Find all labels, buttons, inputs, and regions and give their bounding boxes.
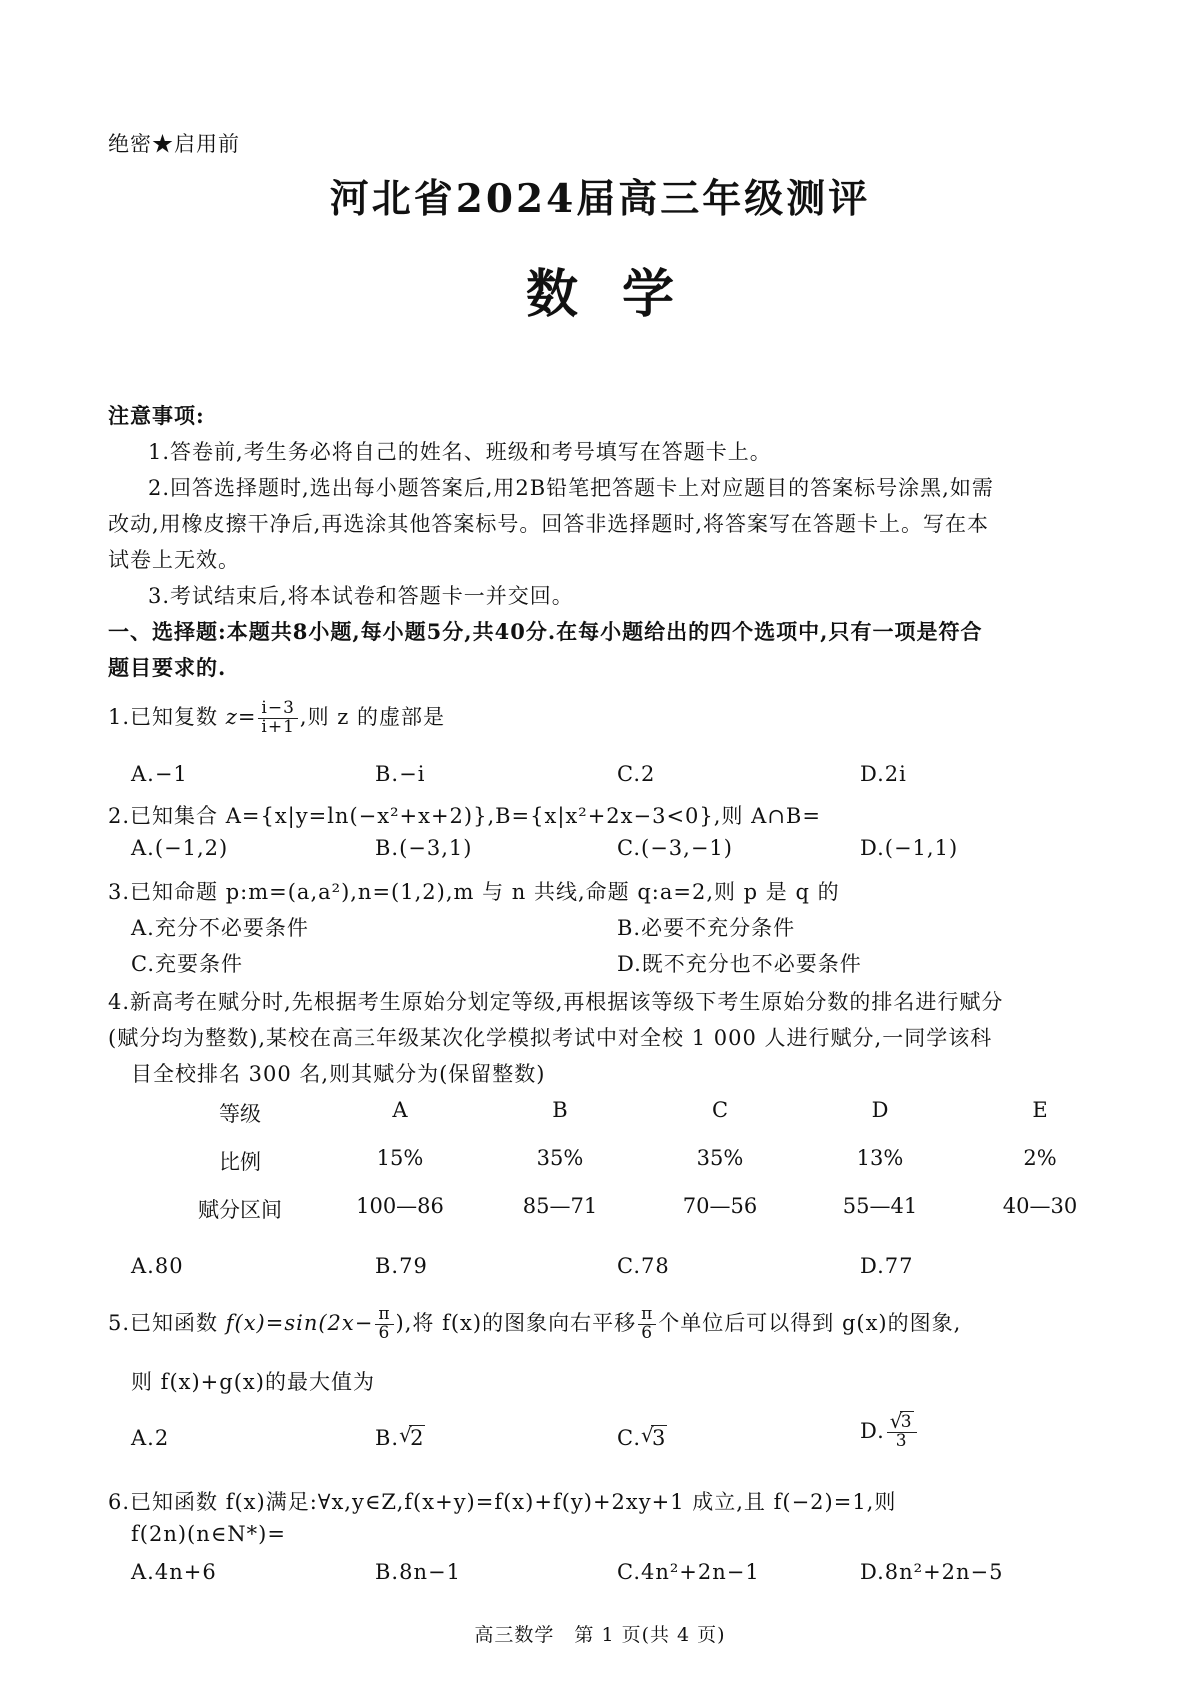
q1-option-d: D.2i xyxy=(860,762,907,786)
q5-option-c: C. √ 3 xyxy=(617,1423,667,1450)
table-cell: 赋分区间 xyxy=(198,1198,282,1222)
q4-option-d: D.77 xyxy=(860,1254,914,1278)
sqrt: √ 3 xyxy=(889,1409,913,1433)
table-cell: 2% xyxy=(1023,1146,1057,1170)
table-cell: 100—86 xyxy=(356,1194,444,1218)
section-heading: 一、选择题:本题共8小题,每小题5分,共40分.在每小题给出的四个选项中,只有一项是符合 xyxy=(108,619,983,644)
question-2: 2.已知集合 A={x|y=ln(−x²+x+2)},B={x|x²+2x−3<0},则 A∩B= xyxy=(108,804,821,828)
fraction: $\frac{i-3}{i+1}$ xyxy=(258,700,298,737)
table-cell: 35% xyxy=(696,1146,744,1170)
q4-option-c: C.78 xyxy=(617,1254,670,1278)
q5-option-b: B. √ 2 xyxy=(375,1423,425,1450)
question-6: 6.已知函数 f(x)满足:∀x,y∈Z,f(x+y)=f(x)+f(y)+2xy+1 成立,且 f(−2)=1,则 xyxy=(108,1490,897,1514)
q2-option-d: D.(−1,1) xyxy=(860,836,959,860)
confidential-label: 绝密★启用前 xyxy=(108,132,240,156)
table-cell: B xyxy=(552,1098,568,1122)
table-cell: 85—71 xyxy=(522,1194,598,1218)
exam-title: 河北省2024届高三年级测评 xyxy=(329,176,871,222)
q4-option-a: A.80 xyxy=(131,1254,184,1278)
question-6-cont: f(2n)(n∈N*)= xyxy=(131,1522,286,1546)
page-footer: 高三数学 第 1 页(共 4 页) xyxy=(474,1624,726,1646)
fraction: $\frac{\pi}{6}$ xyxy=(375,1306,393,1343)
q6-option-d: D.8n²+2n−5 xyxy=(860,1560,1004,1584)
notice-item-3: 3.考试结束后,将本试卷和答题卡一并交回。 xyxy=(148,584,574,608)
question-5-cont: 则 f(x)+g(x)的最大值为 xyxy=(131,1370,375,1394)
subject-title: 数学 xyxy=(525,264,718,325)
sqrt: √ 3 xyxy=(641,1423,667,1450)
notice-item-2-cont: 改动,用橡皮擦干净后,再选涂其他答案标号。回答非选择题时,将答案写在答题卡上。写在本 xyxy=(108,512,990,536)
table-cell: 55—41 xyxy=(842,1194,918,1218)
table-cell: 13% xyxy=(856,1146,904,1170)
table-cell: D xyxy=(871,1098,889,1122)
q3-option-a: A.充分不必要条件 xyxy=(131,916,309,940)
question-4-end: 目全校排名 300 名,则其赋分为(保留整数) xyxy=(131,1062,546,1086)
q3-option-b: B.必要不充分条件 xyxy=(617,916,796,940)
question-4-cont: (赋分均为整数),某校在高三年级某次化学模拟考试中对全校 1 000 人进行赋分,一同学该科 xyxy=(108,1026,993,1050)
sqrt: √ 2 xyxy=(399,1423,425,1450)
fraction: √ 3 3 xyxy=(887,1414,917,1451)
notice-heading: 注意事项: xyxy=(108,403,205,428)
q3-option-c: C.充要条件 xyxy=(131,952,243,976)
q4-option-b: B.79 xyxy=(375,1254,428,1278)
q5-option-d: D. √ 3 3 xyxy=(860,1414,919,1451)
question-5: 5.已知函数 f(x)=sin(2x− $\frac{\pi}{6}$ ),将 f(x)的图象向右平移 $\frac{\pi}{6}$ 个单位后可以得到 g(x)的图象, xyxy=(108,1304,962,1343)
table-row xyxy=(160,1194,1120,1242)
question-3: 3.已知命题 p:m=(a,a²),n=(1,2),m 与 n 共线,命题 q:a=2,则 p 是 q 的 xyxy=(108,880,840,904)
q6-option-a: A.4n+6 xyxy=(131,1560,217,1584)
q3-option-d: D.既不充分也不必要条件 xyxy=(617,952,862,976)
table-row xyxy=(160,1146,1120,1194)
table-cell: 15% xyxy=(376,1146,424,1170)
q5-option-a: A.2 xyxy=(131,1426,170,1450)
notice-item-2-end: 试卷上无效。 xyxy=(108,548,240,572)
table-cell: A xyxy=(392,1098,408,1122)
question-4: 4.新高考在赋分时,先根据考生原始分划定等级,再根据该等级下考生原始分数的排名进行赋分 xyxy=(108,990,1004,1014)
table-cell: 70—56 xyxy=(682,1194,758,1218)
table-row xyxy=(160,1098,1120,1146)
q1-option-a: A.−1 xyxy=(131,762,188,786)
table-cell: C xyxy=(711,1098,729,1122)
notice-item-1: 1.答卷前,考生务必将自己的姓名、班级和考号填写在答题卡上。 xyxy=(148,440,772,464)
q6-option-c: C.4n²+2n−1 xyxy=(617,1560,760,1584)
table-cell: 比例 xyxy=(219,1150,261,1174)
q2-option-b: B.(−3,1) xyxy=(375,836,473,860)
table-cell: 等级 xyxy=(219,1102,261,1126)
q6-option-b: B.8n−1 xyxy=(375,1560,461,1584)
question-1: 1.已知复数 z= $\frac{i-3}{i+1}$ ,则 z 的虚部是 xyxy=(108,698,446,737)
table-cell: 35% xyxy=(536,1146,584,1170)
fraction: $\frac{\pi}{6}$ xyxy=(638,1306,656,1343)
table-cell: E xyxy=(1032,1098,1048,1122)
q2-option-c: C.(−3,−1) xyxy=(617,836,733,860)
table-cell: 40—30 xyxy=(1002,1194,1078,1218)
section-heading-cont: 题目要求的. xyxy=(108,655,227,680)
grade-table xyxy=(160,1098,1120,1242)
q2-option-a: A.(−1,2) xyxy=(131,836,229,860)
notice-item-2: 2.回答选择题时,选出每小题答案后,用2B铅笔把答题卡上对应题目的答案标号涂黑,如需 xyxy=(148,476,994,500)
q1-option-c: C.2 xyxy=(617,762,656,786)
q1-option-b: B.−i xyxy=(375,762,426,786)
